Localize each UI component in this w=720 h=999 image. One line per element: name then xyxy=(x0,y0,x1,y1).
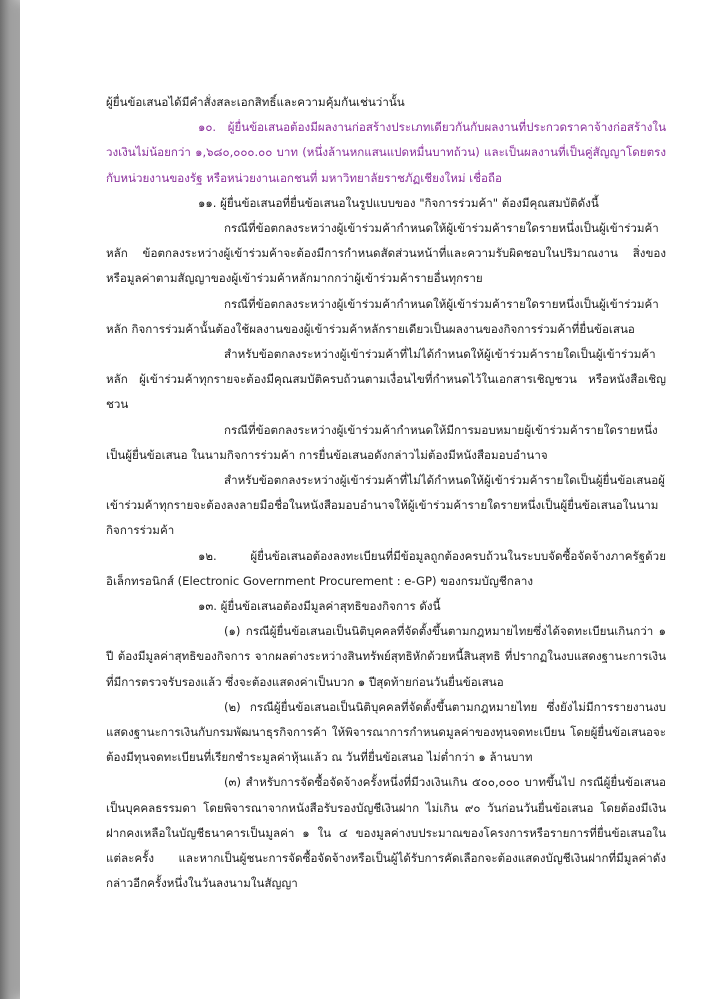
paragraph-item-13-2: (๒) กรณีผู้ยื่นข้อเสนอเป็นนิติบุคคลที่จัดตั้งขึ้นตามกฎหมายไทย ซึ่งยังไม่มีการรายงานงบแสดงฐานะการเงินกับกรมพัฒนาธุรกิจการค้า ให้พิจารณาการกำหนดมูลค่าของทุนจดทะเบียน โดยผู้ยื่นข้อเสนอจะต้องมีทุนจดทะเบียนที่เรียกชำระมูลค่าหุ้นแล้ว ณ วันที่ยื่นข้อเสนอ ไม่ต่ำกว่า ๑ ล้านบาท xyxy=(106,699,666,765)
paragraph-continuation: ผู้ยื่นข้อเสนอได้มีคำสั่งสละเอกสิทธิ์และความคุ้มกันเช่นว่านั้น xyxy=(106,95,405,109)
paragraph-item-10: ๑๐. ผู้ยื่นข้อเสนอต้องมีผลงานก่อสร้างประเภทเดียวกันกับผลงานที่ประกวดราคาจ้างก่อสร้างในวงเงินไม่น้อยกว่า ๑,๖๘๐,๐๐๐.๐๐ บาท (หนึ่งล้านหกแสนแปดหมื่นบาทถ้วน) และเป็นผลงานที่เป็นคู่สัญญาโดยตรงกับหน่วยงานของรัฐ หรือหน่วยงานเอกชนที่ มหาวิทยาลัยราชภัฏเชียงใหม่ เชื่อถือ xyxy=(106,120,666,185)
paragraph-jv-lead-work: กรณีที่ข้อตกลงระหว่างผู้เข้าร่วมค้ากำหนดให้ผู้เข้าร่วมค้ารายใดรายหนึ่งเป็นผู้เข้าร่วมค้าหลัก กิจการร่วมค้านั้นต้องใช้ผลงานของผู้เข้าร่วมค้าหลักรายเดียวเป็นผลงานของกิจการร่วมค้าที่ยื่นข้อเสนอ xyxy=(106,296,659,336)
paragraph-item-13-1: (๑) กรณีผู้ยื่นข้อเสนอเป็นนิติบุคคลที่จัดตั้งขึ้นตามกฎหมายไทยซึ่งได้จดทะเบียนเกินกว่า ๑ ปี ต้องมีมูลค่าสุทธิของกิจการ จากผลต่างระหว่างสินทรัพย์สุทธิหักด้วยหนี้สินสุทธิ ที่ปรากฏในงบแสดงฐานะการเงินที่มีการตรวจรับรองแล้ว ซึ่งจะต้องแสดงค่าเป็นบวก ๑ ปีสุดท้ายก่อนวันยื่นข้อเสนอ xyxy=(106,624,666,689)
paragraph-item-13: ๑๓. ผู้ยื่นข้อเสนอต้องมีมูลค่าสุทธิของกิจการ ดังนี้ xyxy=(198,599,441,614)
paragraph-jv-no-lead: สำหรับข้อตกลงระหว่างผู้เข้าร่วมค้าที่ไม่ได้กำหนดให้ผู้เข้าร่วมค้ารายใดเป็นผู้เข้าร่วมค้าหลัก ผู้เข้าร่วมค้าทุกรายจะต้องมีคุณสมบัติครบถ้วนตามเงื่อนไขที่กำหนดไว้ในเอกสารเชิญชวน หรือหนังสือเชิญชวน xyxy=(106,347,666,412)
paragraph-jv-lead-partner: กรณีที่ข้อตกลงระหว่างผู้เข้าร่วมค้ากำหนดให้ผู้เข้าร่วมค้ารายใดรายหนึ่งเป็นผู้เข้าร่วมค้าหลัก ข้อตกลงระหว่างผู้เข้าร่วมค้าจะต้องมีการกำหนดสัดส่วนหน้าที่และความรับผิดชอบในปริมาณงาน สิ่งของ หรือมูลค่าตามสัญญาของผู้เข้าร่วมค้าหลักมากกว่าผู้เข้าร่วมค้ารายอื่นทุกราย xyxy=(106,221,666,286)
document-page xyxy=(20,0,720,999)
paragraph-item-11: ๑๑. ผู้ยื่นข้อเสนอที่ยื่นข้อเสนอในรูปแบบของ "กิจการร่วมค้า" ต้องมีคุณสมบัติดังนี้ xyxy=(198,195,599,210)
paragraph-item-12: ๑๒. ผู้ยื่นข้อเสนอต้องลงทะเบียนที่มีข้อมูลถูกต้องครบถ้วนในระบบจัดซื้อจัดจ้างภาครัฐด้วยอิเล็กทรอนิกส์ (Electronic Government Procurement : e-GP) ของกรมบัญชีกลาง xyxy=(106,548,666,588)
paragraph-item-13-3: (๓) สำหรับการจัดซื้อจัดจ้างครั้งหนึ่งที่มีวงเงินเกิน ๕๐๐,๐๐๐ บาทขึ้นไป กรณีผู้ยื่นข้อเสนอเป็นบุคคลธรรมดา โดยพิจารณาจากหนังสือรับรองบัญชีเงินฝาก ไม่เกิน ๙๐ วันก่อนวันยื่นข้อเสนอ โดยต้องมีเงินฝากคงเหลือในบัญชีธนาคารเป็นมูลค่า ๑ ใน ๔ ของมูลค่างบประมาณของโครงการหรือรายการที่ยื่นข้อเสนอในแต่ละครั้ง และหากเป็นผู้ชนะการจัดซื้อจัดจ้างหรือเป็นผู้ได้รับการคัดเลือกจะต้องแสดงบัญชีเงินฝากที่มีมูลค่าดังกล่าวอีกครั้งหนึ่งในวันลงนามในสัญญา xyxy=(106,775,666,891)
paragraph-jv-assigned-bidder: กรณีที่ข้อตกลงระหว่างผู้เข้าร่วมค้ากำหนดให้มีการมอบหมายผู้เข้าร่วมค้ารายใดรายหนึ่งเป็นผู้ยื่นข้อเสนอ ในนามกิจการร่วมค้า การยื่นข้อเสนอดังกล่าวไม่ต้องมีหนังสือมอบอำนาจ xyxy=(106,422,658,462)
paragraph-jv-power-of-attorney: สำหรับข้อตกลงระหว่างผู้เข้าร่วมค้าที่ไม่ได้กำหนดให้ผู้เข้าร่วมค้ารายใดเป็นผู้ยื่นข้อเสนอผู้เข้าร่วมค้าทุกรายจะต้องลงลายมือชื่อในหนังสือมอบอำนาจให้ผู้เข้าร่วมค้ารายใดรายหนึ่งเป็นผู้ยื่นข้อเสนอในนามกิจการร่วมค้า xyxy=(106,473,665,538)
document-body xyxy=(106,90,666,897)
